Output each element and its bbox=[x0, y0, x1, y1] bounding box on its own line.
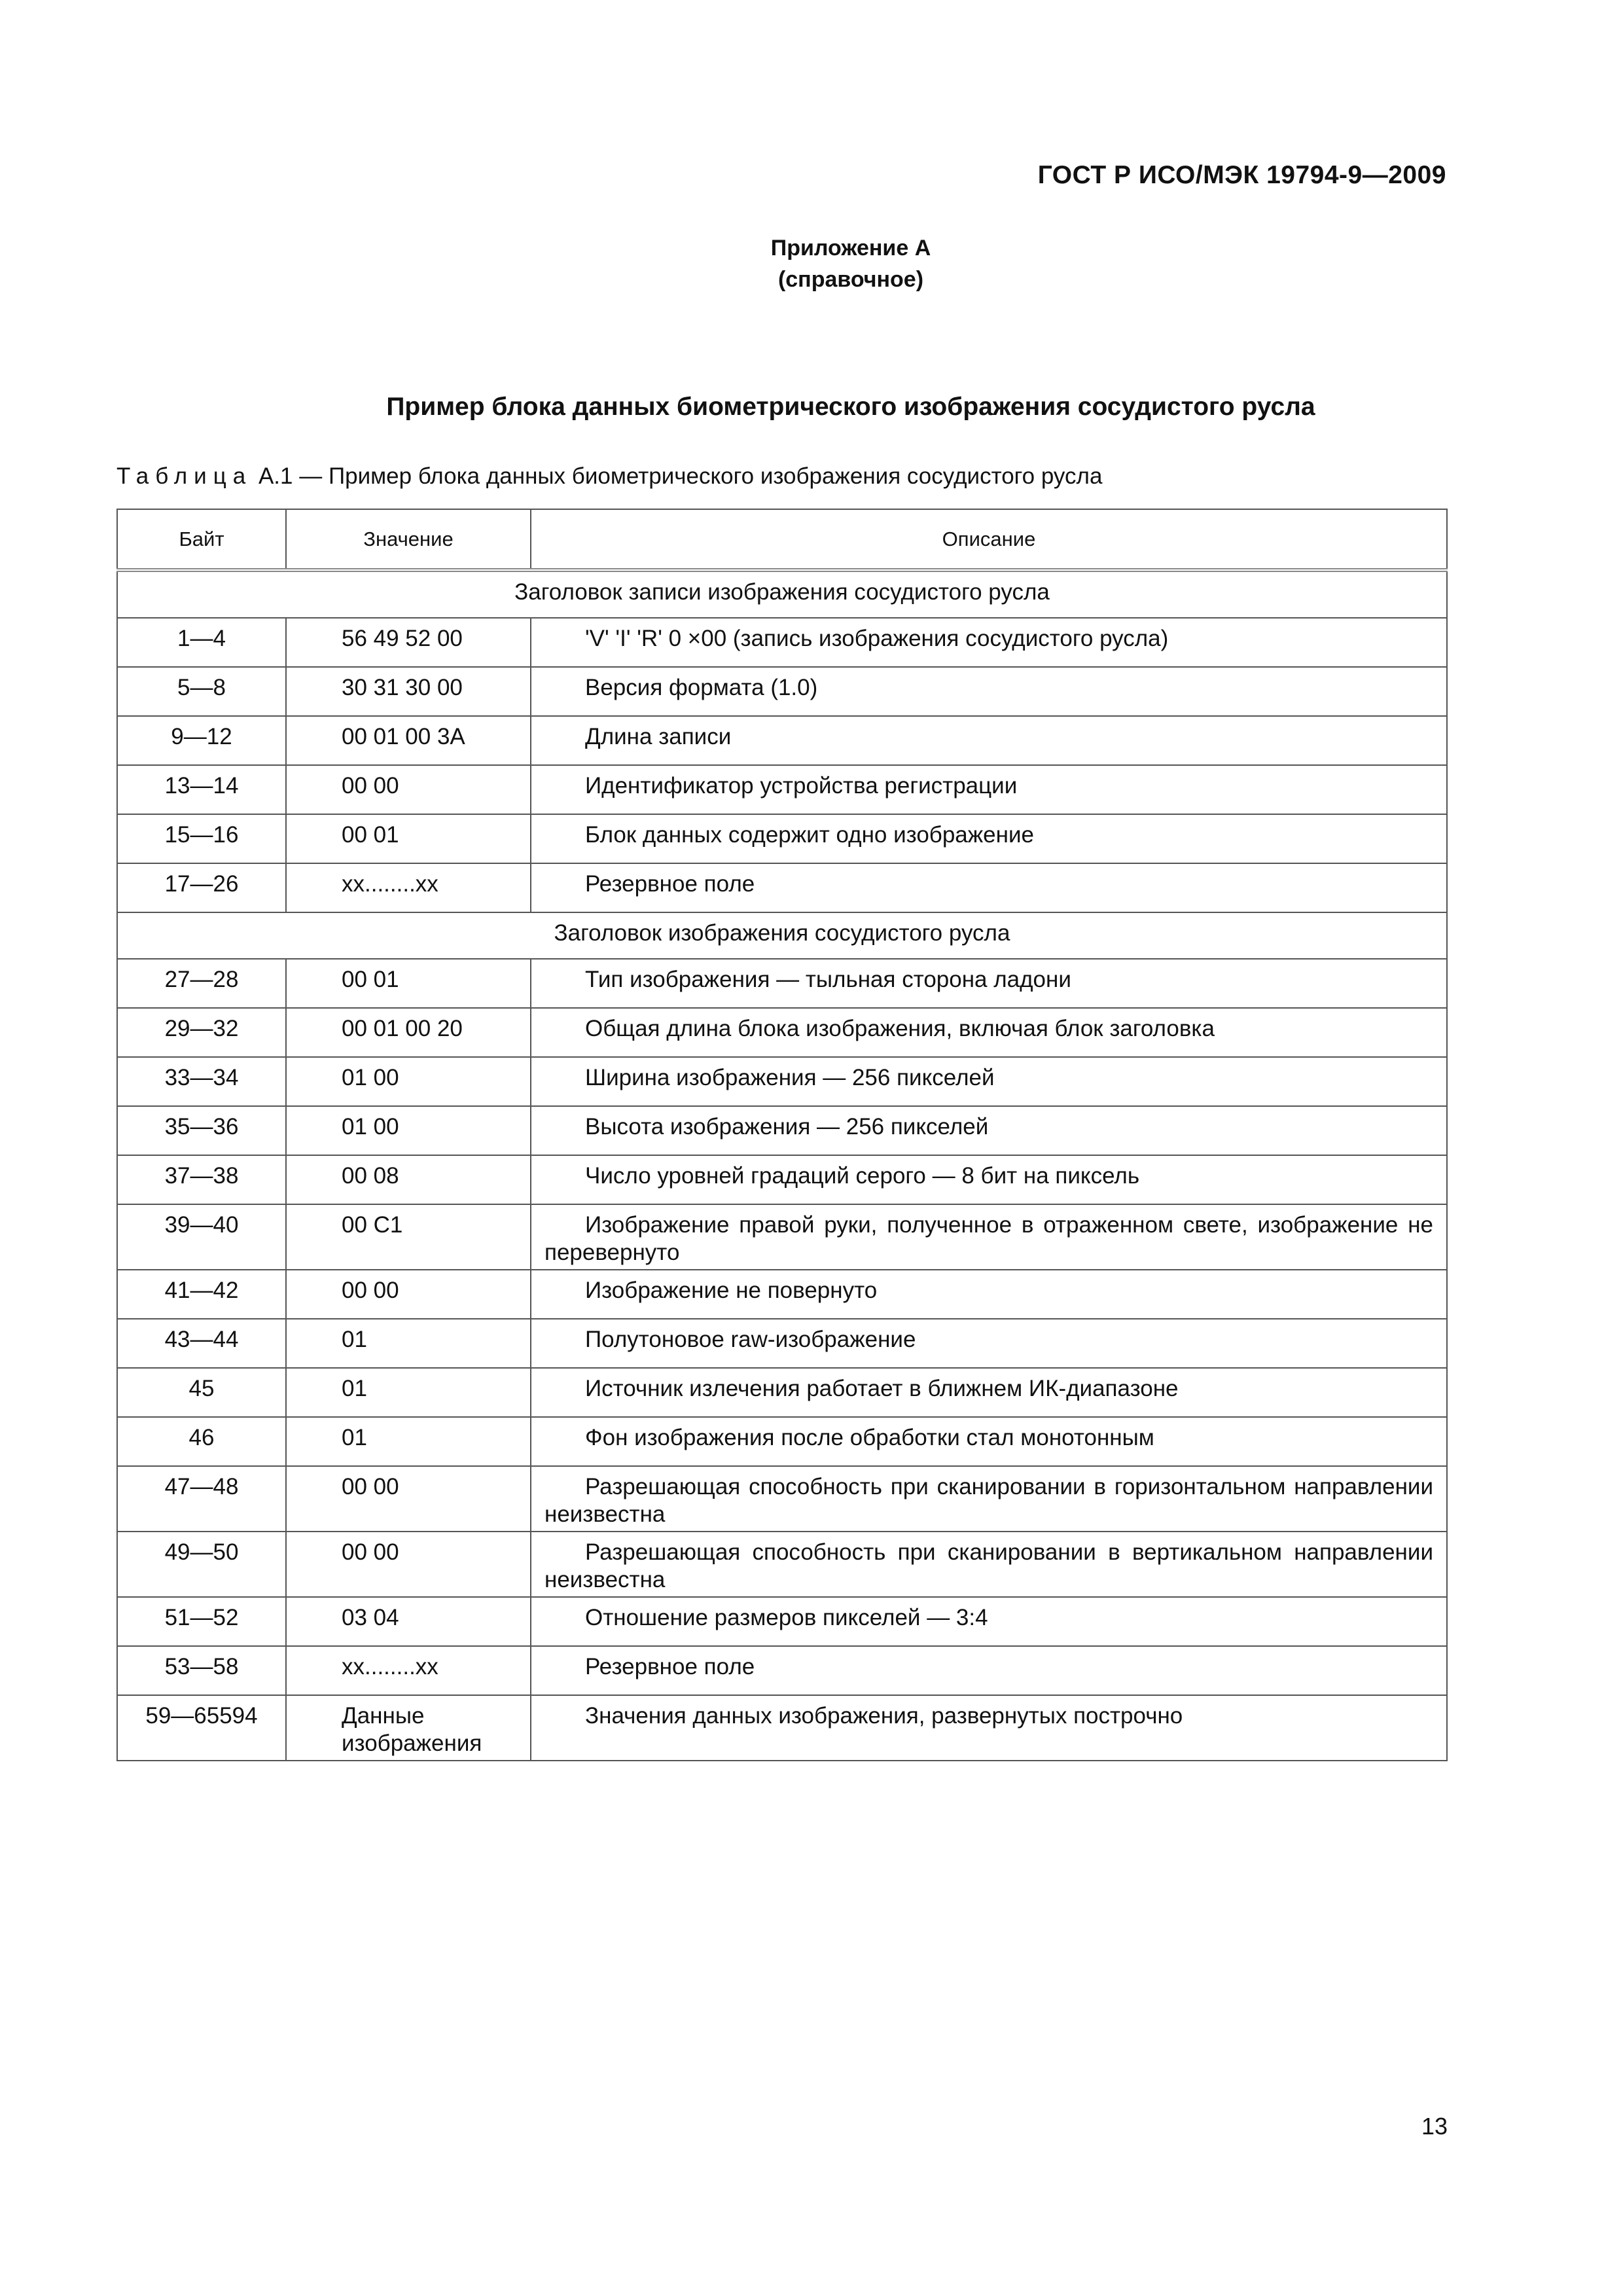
cell-value: 00 00 bbox=[286, 1532, 531, 1597]
cell-value: 01 bbox=[286, 1319, 531, 1368]
table-row bbox=[117, 1155, 1447, 1204]
table-row bbox=[117, 1646, 1447, 1695]
table-row bbox=[117, 959, 1447, 1008]
cell-description: Резервное поле bbox=[531, 863, 1447, 912]
cell-description: Фон изображения после обработки стал монотонным bbox=[531, 1417, 1447, 1466]
table-row bbox=[117, 863, 1447, 912]
cell-value: 00 C1 bbox=[286, 1204, 531, 1270]
main-title: Пример блока данных биометрического изображения сосудистого русла bbox=[386, 393, 1315, 421]
cell-bytes: 13—14 bbox=[117, 765, 286, 814]
cell-bytes: 51—52 bbox=[117, 1597, 286, 1646]
table-caption-prefix: Таблица bbox=[116, 463, 253, 489]
cell-description: Высота изображения — 256 пикселей bbox=[531, 1106, 1447, 1155]
cell-bytes: 46 bbox=[117, 1417, 286, 1466]
cell-value: 00 00 bbox=[286, 1270, 531, 1319]
cell-value: 00 01 bbox=[286, 959, 531, 1008]
cell-description: Ширина изображения — 256 пикселей bbox=[531, 1057, 1447, 1106]
cell-value: Данные изображения bbox=[286, 1695, 531, 1761]
cell-bytes: 9—12 bbox=[117, 716, 286, 765]
cell-value: 03 04 bbox=[286, 1597, 531, 1646]
cell-value: 00 00 bbox=[286, 1466, 531, 1532]
cell-description: 'V' 'I' 'R' 0 ×00 (запись изображения сосудистого русла) bbox=[531, 618, 1447, 667]
appendix-title: Приложение А bbox=[770, 236, 931, 260]
cell-value: 00 01 bbox=[286, 814, 531, 863]
cell-description: Отношение размеров пикселей — 3:4 bbox=[531, 1597, 1447, 1646]
column-header-value: Значение bbox=[286, 509, 531, 570]
cell-description: Блок данных содержит одно изображение bbox=[531, 814, 1447, 863]
cell-value: xx........xx bbox=[286, 1646, 531, 1695]
table-row bbox=[117, 1417, 1447, 1466]
cell-bytes: 41—42 bbox=[117, 1270, 286, 1319]
cell-value: 00 00 bbox=[286, 765, 531, 814]
cell-bytes: 49—50 bbox=[117, 1532, 286, 1597]
cell-value: 30 31 30 00 bbox=[286, 667, 531, 716]
cell-bytes: 47—48 bbox=[117, 1466, 286, 1532]
cell-description: Идентификатор устройства регистрации bbox=[531, 765, 1447, 814]
cell-description: Изображение правой руки, полученное в отраженном свете, изображение не перевернуто bbox=[531, 1204, 1447, 1270]
cell-bytes: 35—36 bbox=[117, 1106, 286, 1155]
cell-bytes: 43—44 bbox=[117, 1319, 286, 1368]
cell-value: xx........xx bbox=[286, 863, 531, 912]
column-header-description: Описание bbox=[531, 509, 1447, 570]
table-row bbox=[117, 1695, 1447, 1761]
spec-table bbox=[116, 509, 1448, 1761]
table-header-row bbox=[117, 509, 1447, 570]
table-row bbox=[117, 1270, 1447, 1319]
cell-value: 00 01 00 20 bbox=[286, 1008, 531, 1057]
table-body bbox=[117, 570, 1447, 1761]
table-row bbox=[117, 1368, 1447, 1417]
cell-bytes: 15—16 bbox=[117, 814, 286, 863]
cell-bytes: 27—28 bbox=[117, 959, 286, 1008]
table-caption bbox=[116, 463, 1102, 490]
cell-bytes: 45 bbox=[117, 1368, 286, 1417]
table-row bbox=[117, 1597, 1447, 1646]
cell-description: Значения данных изображения, развернутых построчно bbox=[531, 1695, 1447, 1761]
table-caption-text: А.1 — Пример блока данных биометрического изображения сосудистого русла bbox=[252, 463, 1103, 489]
cell-value: 00 08 bbox=[286, 1155, 531, 1204]
page-number: 13 bbox=[1421, 2113, 1448, 2140]
cell-value: 00 01 00 3A bbox=[286, 716, 531, 765]
cell-value: 56 49 52 00 bbox=[286, 618, 531, 667]
cell-value: 01 00 bbox=[286, 1057, 531, 1106]
cell-bytes: 59—65594 bbox=[117, 1695, 286, 1761]
table-row bbox=[117, 1008, 1447, 1057]
appendix-subtitle: (справочное) bbox=[777, 267, 924, 292]
cell-bytes: 39—40 bbox=[117, 1204, 286, 1270]
cell-description: Резервное поле bbox=[531, 1646, 1447, 1695]
cell-description: Разрешающая способность при сканировании в вертикальном направлении неизвестна bbox=[531, 1532, 1447, 1597]
cell-value: 01 bbox=[286, 1417, 531, 1466]
cell-description: Длина записи bbox=[531, 716, 1447, 765]
table-row bbox=[117, 1057, 1447, 1106]
section-title: Заголовок изображения сосудистого русла bbox=[117, 912, 1447, 959]
cell-bytes: 53—58 bbox=[117, 1646, 286, 1695]
table-row bbox=[117, 814, 1447, 863]
column-header-bytes: Байт bbox=[117, 509, 286, 570]
cell-bytes: 1—4 bbox=[117, 618, 286, 667]
cell-bytes: 29—32 bbox=[117, 1008, 286, 1057]
cell-description: Разрешающая способность при сканировании в горизонтальном направлении неизвестна bbox=[531, 1466, 1447, 1532]
table-row bbox=[117, 667, 1447, 716]
cell-value: 01 00 bbox=[286, 1106, 531, 1155]
cell-description: Тип изображения — тыльная сторона ладони bbox=[531, 959, 1447, 1008]
appendix-heading bbox=[0, 232, 1623, 295]
cell-description: Число уровней градаций серого — 8 бит на пиксель bbox=[531, 1155, 1447, 1204]
section-row bbox=[117, 912, 1447, 959]
table-row bbox=[117, 618, 1447, 667]
cell-description: Источник излечения работает в ближнем ИК-диапазоне bbox=[531, 1368, 1447, 1417]
table-row bbox=[117, 765, 1447, 814]
table-row bbox=[117, 1319, 1447, 1368]
cell-description: Полутоновое raw-изображение bbox=[531, 1319, 1447, 1368]
cell-bytes: 37—38 bbox=[117, 1155, 286, 1204]
cell-bytes: 17—26 bbox=[117, 863, 286, 912]
cell-description: Общая длина блока изображения, включая блок заголовка bbox=[531, 1008, 1447, 1057]
table-row bbox=[117, 1106, 1447, 1155]
cell-description: Версия формата (1.0) bbox=[531, 667, 1447, 716]
cell-bytes: 33—34 bbox=[117, 1057, 286, 1106]
table-row bbox=[117, 1532, 1447, 1597]
standard-code: ГОСТ Р ИСО/МЭК 19794-9—2009 bbox=[1037, 161, 1446, 189]
table-row bbox=[117, 716, 1447, 765]
table-row bbox=[117, 1204, 1447, 1270]
cell-value: 01 bbox=[286, 1368, 531, 1417]
table-row bbox=[117, 1466, 1447, 1532]
section-title: Заголовок записи изображения сосудистого русла bbox=[117, 570, 1447, 618]
cell-description: Изображение не повернуто bbox=[531, 1270, 1447, 1319]
cell-bytes: 5—8 bbox=[117, 667, 286, 716]
section-row bbox=[117, 570, 1447, 618]
